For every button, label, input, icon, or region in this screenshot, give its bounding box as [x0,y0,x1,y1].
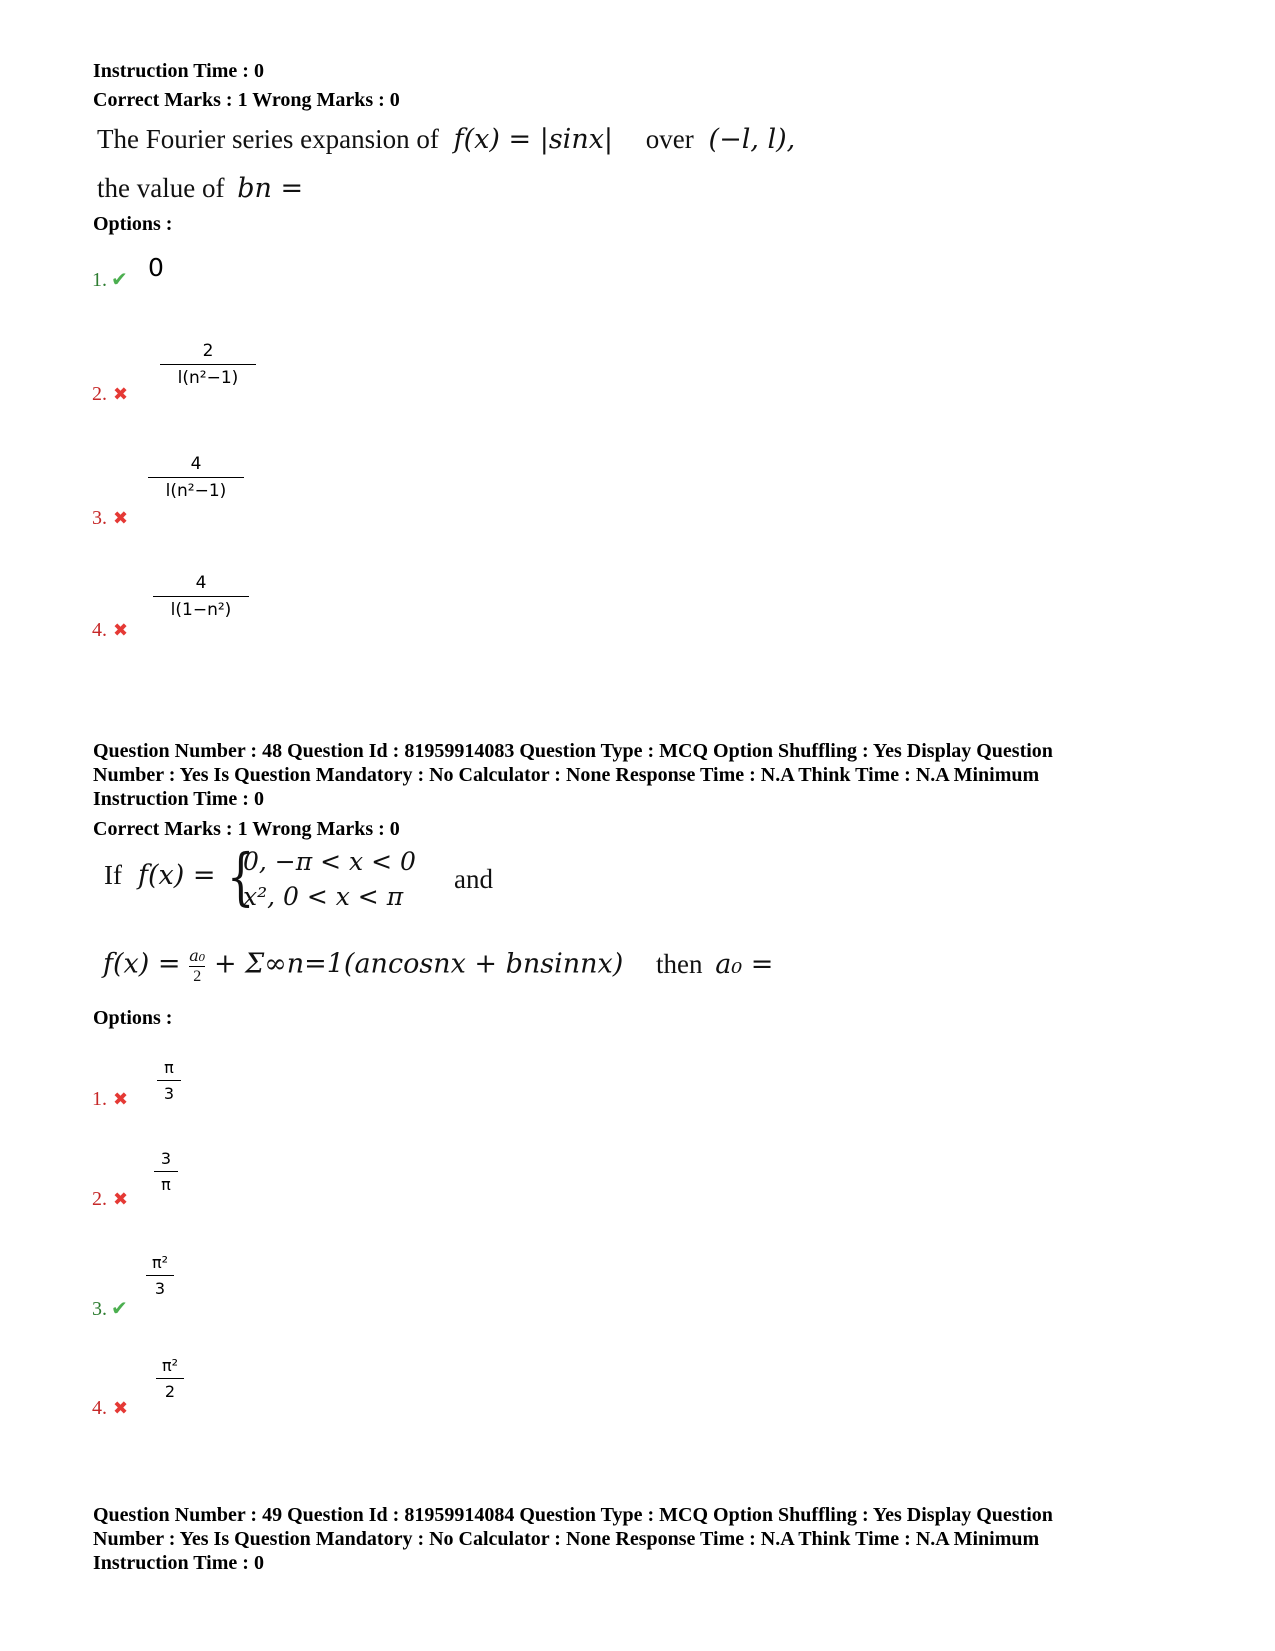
q48-brace: { [226,840,255,913]
q48-option-1-fraction [157,1058,181,1103]
check-icon: ✔ [111,269,128,291]
q49-meta-line3: Instruction Time : 0 [93,1552,264,1574]
q48-then: then [656,948,703,979]
q48-series-rhs: + Σ∞n=1(ancosnx + bnsinnx) [213,948,624,980]
cross-icon: ✖ [113,620,129,640]
numerator: π² [151,1253,169,1272]
q48-case2: x², 0 < x < π [243,882,404,911]
q47-expression: f(x) = |sinx| [453,124,614,155]
q48-a0-half [189,948,205,985]
fraction-bar [157,1080,181,1081]
q48-option-3-fraction [146,1253,174,1298]
numerator: π² [161,1356,179,1375]
numerator: 2 [202,341,214,361]
q48-meta-line4: Correct Marks : 1 Wrong Marks : 0 [93,818,400,840]
fraction-bar [146,1275,174,1276]
fraction-bar [148,477,244,478]
denominator: 3 [154,1279,166,1298]
option-number: 3. [92,1298,107,1320]
q48-option-4-number [92,1397,128,1420]
q48-option-1-number [92,1088,128,1111]
q47-option-2-fraction [160,341,256,388]
q49-meta-line2: Number : Yes Is Question Mandatory : No Calculator : None Response Time : N.A Think Time : N.A Minimum [93,1528,1040,1550]
q47-text1: The Fourier series expansion of [97,124,439,154]
numerator: 3 [160,1149,172,1168]
fraction-bar [156,1378,184,1379]
instruction-time: Instruction Time : 0 [93,60,264,82]
fraction-bar [189,966,205,967]
numerator: 4 [195,573,207,593]
fraction-bar [153,596,249,597]
q47-option-3-fraction [148,454,244,501]
marks-line: Correct Marks : 1 Wrong Marks : 0 [93,89,400,111]
cross-icon: ✖ [113,384,129,404]
q48-and: and [454,864,493,894]
q48-meta-line2: Number : Yes Is Question Mandatory : No Calculator : None Response Time : N.A Think Time : N.A Minimum [93,764,1040,786]
option-number: 2. [92,1188,107,1210]
numerator: π [164,1058,174,1077]
denominator: π [161,1175,171,1194]
cross-icon: ✖ [113,1089,129,1109]
check-icon: ✔ [111,1298,128,1320]
q47-options-label: Options : [93,213,173,235]
q48-series-lhs: f(x) = [103,948,181,980]
q48-option-2-number [92,1188,128,1211]
option-number: 1. [92,269,107,291]
option-number: 4. [92,619,107,641]
option-number: 4. [92,1397,107,1419]
q47-option-1-value: 0 [148,253,164,282]
q47-option-1-number [92,267,128,292]
denominator: 3 [163,1084,175,1103]
denominator: l(1−n²) [170,600,232,620]
numerator: a₀ [189,946,206,965]
numerator: 4 [190,454,202,474]
q48-option-3-number [92,1296,128,1321]
q47-question-line1 [97,124,795,155]
q49-meta-line1: Question Number : 49 Question Id : 81959914084 Question Type : MCQ Option Shuffling : Yes Display Question [93,1504,1053,1526]
denominator: l(n²−1) [177,368,239,388]
option-number: 1. [92,1088,107,1110]
q48-option-2-fraction [154,1149,178,1194]
q48-fx-eq: f(x) = [138,860,216,891]
q47-text2: the value of [97,173,225,203]
q47-question-line2 [97,173,303,204]
q47-option-4-fraction [153,573,249,620]
q47-interval: (−l, l), [708,124,796,155]
option-number: 2. [92,383,107,405]
cross-icon: ✖ [113,1398,129,1418]
q48-a0-eq: a₀ = [715,948,774,980]
q47-option-4-number [92,619,128,642]
q48-series-line [103,948,773,985]
q47-option-2-number [92,383,128,406]
cross-icon: ✖ [113,1189,129,1209]
cross-icon: ✖ [113,508,129,528]
q48-case1: 0, −π < x < 0 [243,847,416,876]
denominator: 2 [193,968,202,985]
fraction-bar [154,1171,178,1172]
q48-meta-line3: Instruction Time : 0 [93,788,264,810]
q47-bn: bn = [237,173,304,204]
q47-over: over [645,124,694,154]
option-number: 3. [92,507,107,529]
denominator: 2 [164,1382,176,1401]
q48-options-label: Options : [93,1007,173,1029]
q47-option-3-number [92,507,128,530]
denominator: l(n²−1) [165,481,227,501]
q48-if: If [104,860,122,890]
q48-meta-line1: Question Number : 48 Question Id : 81959914083 Question Type : MCQ Option Shuffling : Yes Display Question [93,740,1053,762]
fraction-bar [160,364,256,365]
q48-option-4-fraction [156,1356,184,1401]
